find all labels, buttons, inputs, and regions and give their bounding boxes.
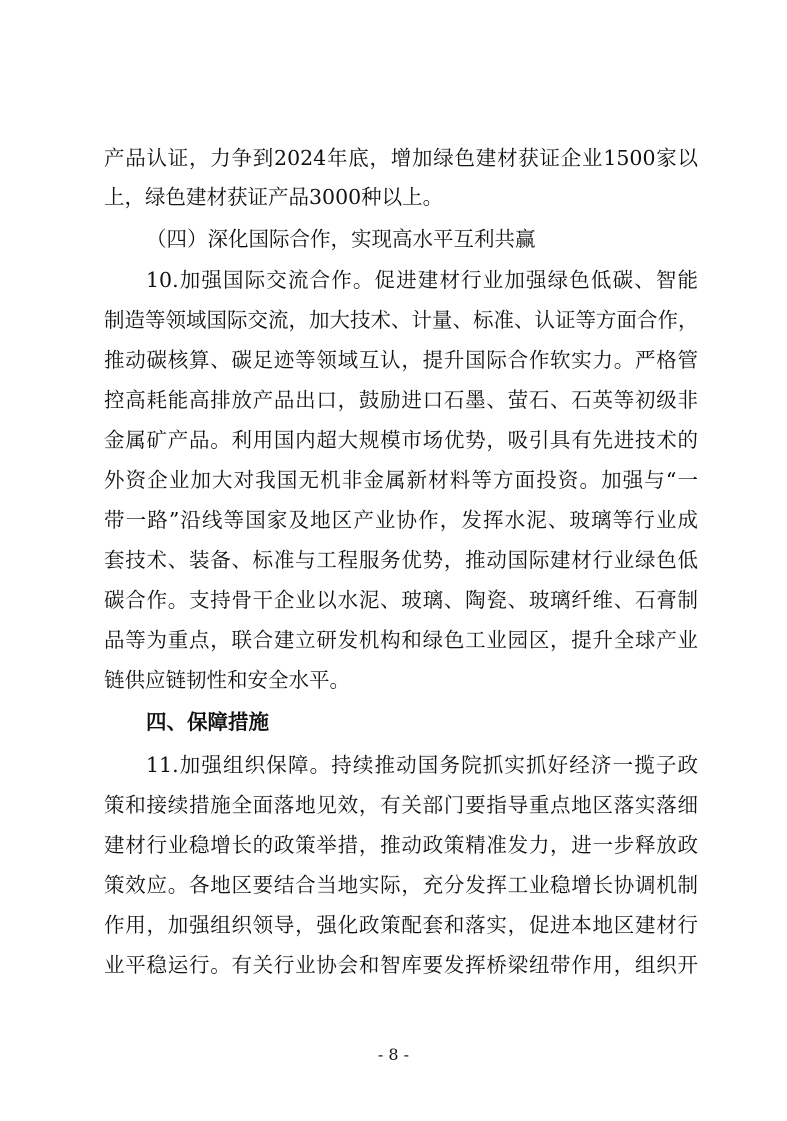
body-text-line: 外资企业加大对我国无机非金属新材料等方面投资。加强与“一 [104,468,698,492]
body-text-line: 策效应。各地区要结合当地实际，充分发挥工业稳增长协调机制 [104,873,698,897]
body-text-line: 策和接续措施全面落地见效，有关部门要指导重点地区落实落细 [104,793,698,817]
body-text-line: 制造等领域国际交流，加大技术、计量、标准、认证等方面合作， [104,308,699,332]
paragraph-first-line: 11.加强组织保障。持续推动国务院抓实抓好经济一揽子政 [146,753,698,777]
body-text-line: 金属矿产品。利用国内超大规模市场优势，吸引具有先进技术的 [104,428,698,452]
body-text-line: 套技术、装备、标准与工程服务优势，推动国际建材行业绿色低 [104,548,698,572]
body-text-line: 上，绿色建材获证产品3000种以上。 [104,185,444,209]
section-heading: 四、保障措施 [146,710,269,734]
section-subheading: （四）深化国际合作，实现高水平互利共赢 [146,227,536,251]
body-text-line: 建材行业稳增长的政策举措，推动政策精准发力，进一步释放政 [104,833,698,857]
body-text-line: 产品认证，力争到2024年底，增加绿色建材获证企业1500家以 [104,146,698,170]
paragraph-first-line: 10.加强国际交流合作。促进建材行业加强绿色低碳、智能 [146,268,698,292]
body-text-line: 推动碳核算、碳足迹等领域互认，提升国际合作软实力。严格管 [104,348,698,372]
body-text-line: 碳合作。支持骨干企业以水泥、玻璃、陶瓷、玻璃纤维、石膏制 [104,588,698,612]
body-text-line: 链供应链韧性和安全水平。 [104,668,350,692]
body-text-line: 品等为重点，联合建立研发机构和绿色工业园区，提升全球产业 [104,628,698,652]
body-text-line: 带一路”沿线等国家及地区产业协作，发挥水泥、玻璃等行业成 [104,508,698,532]
body-text-line: 作用，加强组织领导，强化政策配套和落实，促进本地区建材行 [104,913,698,937]
page-number: - 8 - [377,1045,410,1064]
body-text-line: 业平稳运行。有关行业协会和智库要发挥桥梁纽带作用，组织开 [104,953,698,977]
body-text-line: 控高耗能高排放产品出口，鼓励进口石墨、萤石、石英等初级非 [104,388,698,412]
